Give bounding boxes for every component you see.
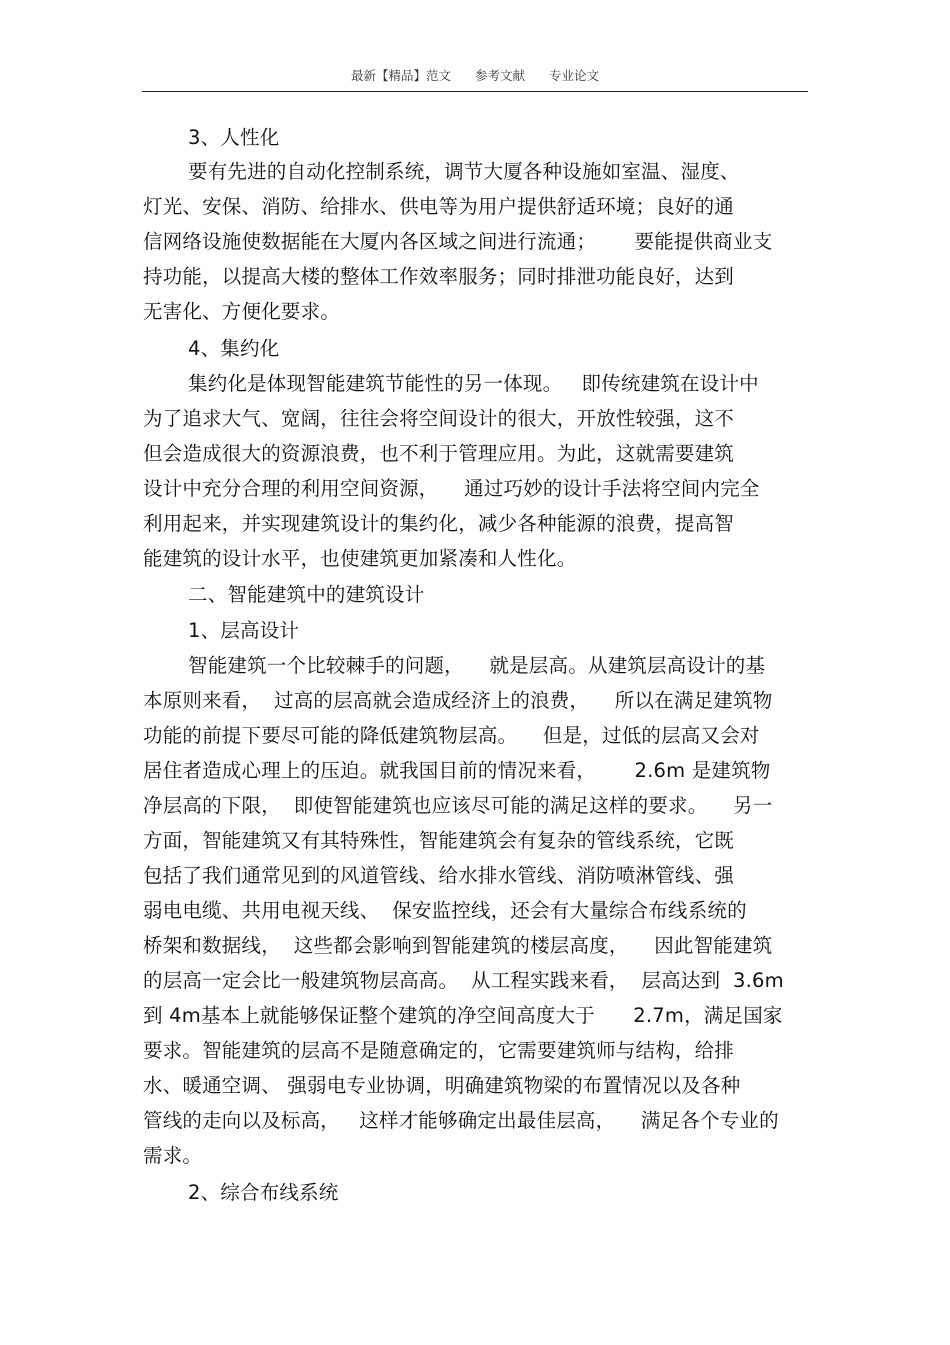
text-line: 包括了我们通常见到的风道管线、给水排水管线、消防喷淋管线、强 xyxy=(143,864,735,887)
section-heading: 二、智能建筑中的建筑设计 xyxy=(188,583,425,606)
text-line: 要有先进的自动化控制系统，调节大厦各种设施如室温、湿度、 xyxy=(188,160,740,183)
text-line: 水、暖通空调、 强弱电专业协调，明确建筑物梁的布置情况以及各种 xyxy=(143,1074,741,1097)
section-heading: 1、层高设计 xyxy=(188,619,300,642)
section-heading: 4、集约化 xyxy=(188,337,280,360)
section-heading: 3、人性化 xyxy=(188,126,280,149)
header-item-fanwen: 最新【精品】范文 xyxy=(350,68,451,83)
text-line: 本原则来看， 过高的层高就会造成经济上的浪费， 所以在满足建筑物 xyxy=(143,689,773,712)
header-item-cankao: 参考文献 xyxy=(474,68,525,83)
text-line: 信网络设施使数据能在大厦内各区域之间进行流通； 要能提供商业支 xyxy=(143,230,773,253)
page-header xyxy=(142,66,808,84)
text-line: 居住者造成心理上的压迫。就我国目前的情况来看， 2.6m 是建筑物 xyxy=(143,759,771,782)
text-line: 方面，智能建筑又有其特殊性，智能建筑会有复杂的管线系统，它既 xyxy=(143,829,735,852)
text-line: 为了追求大气、宽阔，往往会将空间设计的很大，开放性较强，这不 xyxy=(143,407,735,430)
text-line: 弱电电缆、共用电视天线、 保安监控线，还会有大量综合布线系统的 xyxy=(143,899,747,922)
text-line: 需求。 xyxy=(143,1144,203,1167)
text-line: 智能建筑一个比较棘手的问题， 就是层高。从建筑层高设计的基 xyxy=(188,654,766,677)
text-line: 功能的前提下要尽可能的降低建筑物层高。 但是，过低的层高又会对 xyxy=(143,724,760,747)
text-line: 无害化、方便化要求。 xyxy=(143,300,341,323)
text-line: 净层高的下限， 即使智能建筑也应该尽可能的满足这样的要求。 另一 xyxy=(143,794,773,817)
text-line: 桥架和数据线， 这些都会影响到智能建筑的楼层高度， 因此智能建筑 xyxy=(143,934,773,957)
header-divider xyxy=(142,91,808,92)
text-line: 能建筑的设计水平，也使建筑更加紧凑和人性化。 xyxy=(143,547,577,570)
text-line: 到 4m基本上就能够保证整个建筑的净空间高度大于 2.7m，满足国家 xyxy=(143,1004,783,1027)
header-item-lunwen: 专业论文 xyxy=(548,68,599,83)
text-line: 管线的走向以及标高， 这样才能够确定出最佳层高， 满足各个专业的 xyxy=(143,1109,779,1132)
section-heading: 2、综合布线系统 xyxy=(188,1181,339,1204)
text-line: 灯光、安保、消防、给排水、供电等为用户提供舒适环境；良好的通 xyxy=(143,195,735,218)
text-line: 但会造成很大的资源浪费，也不利于管理应用。为此，这就需要建筑 xyxy=(143,442,735,465)
text-line: 利用起来，并实现建筑设计的集约化，减少各种能源的浪费，提高智 xyxy=(143,512,735,535)
text-line: 持功能，以提高大楼的整体工作效率服务；同时排泄功能良好，达到 xyxy=(143,265,735,288)
text-line: 集约化是体现智能建筑节能性的另一体现。 即传统建筑在设计中 xyxy=(188,372,759,395)
text-line: 的层高一定会比一般建筑物层高高。 从工程实践来看， 层高达到 3.6m xyxy=(143,969,784,992)
text-line: 要求。智能建筑的层高不是随意确定的，它需要建筑师与结构，给排 xyxy=(143,1039,735,1062)
text-line: 设计中充分合理的利用空间资源， 通过巧妙的设计手法将空间内完全 xyxy=(143,477,760,500)
